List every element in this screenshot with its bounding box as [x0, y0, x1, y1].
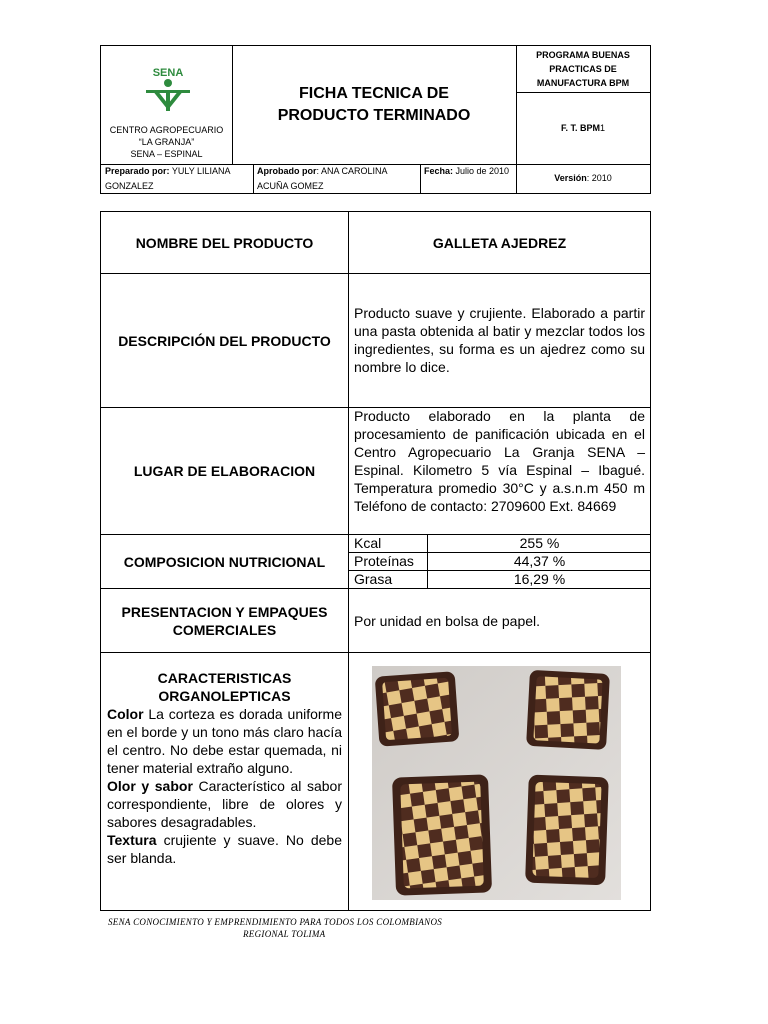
olor-label: Olor y sabor	[107, 778, 193, 794]
version: Versión : 2010	[554, 173, 612, 183]
nutrient-value: 16,29 %	[513, 571, 566, 587]
organoleptic-text	[101, 705, 348, 867]
ft-code: F. T. BPM 1	[560, 123, 606, 133]
nutrition-row	[349, 570, 650, 588]
document-title: FICHA TECNICA DE PRODUCTO TERMINADO	[277, 85, 471, 124]
product-photo	[372, 666, 621, 900]
header-table	[100, 45, 651, 194]
footer-slogan: SENA CONOCIMIENTO Y EMPRENDIMIENTO PARA TODOS LOS COLOMBIANOS	[108, 917, 443, 927]
product-table	[100, 211, 651, 911]
nutrition-label: COMPOSICION NUTRICIONAL	[123, 554, 326, 570]
nutrition-row	[349, 534, 650, 552]
organoleptic-title: CARACTERISTICAS ORGANOLEPTICAS	[157, 670, 292, 704]
prepared-by: Preparado por: YULY LILIANA GONZALEZ	[105, 166, 231, 191]
nutrient-value: 44,37 %	[513, 553, 566, 569]
nutrition-row	[349, 552, 650, 570]
approved-by: Aprobado por: ANA CAROLINA ACUÑA GOMEZ	[257, 166, 388, 191]
footer-region: REGIONAL TOLIMA	[243, 929, 326, 939]
logo-text: SENA	[152, 67, 184, 79]
organoleptic-block	[101, 669, 348, 867]
center-name: CENTRO AGROPECUARIO “LA GRANJA” SENA – ESPINAL	[109, 125, 224, 159]
sena-logo-icon	[138, 66, 198, 114]
product-name-label: NOMBRE DEL PRODUCTO	[135, 234, 314, 251]
nutrient-name: Grasa	[354, 571, 393, 587]
product-name-value: GALLETA AJEDREZ	[432, 234, 567, 251]
color-label: Color	[107, 706, 144, 722]
cookie	[375, 671, 460, 746]
cookie	[526, 670, 610, 750]
packaging-label: PRESENTACION Y EMPAQUES COMERCIALES	[121, 603, 328, 638]
textura-label: Textura	[107, 832, 157, 848]
color-text: La corteza es dorada uniforme en el borde y un tono más claro hacía el centro. No debe estar quemada, ni tener material extraño alguno.	[107, 706, 342, 776]
nutrient-name: Kcal	[354, 535, 382, 551]
textura-text: crujiente y suave. No debe ser blanda.	[107, 832, 342, 866]
description-value: Producto suave y crujiente. Elaborado a partir una pasta obtenida al batir y mezclar todos los ingredientes, su forma es un ajedrez como su nombre lo dice.	[354, 305, 645, 375]
nutrient-name: Proteínas	[354, 553, 414, 569]
cookie	[525, 775, 609, 886]
packaging-value: Por unidad en bolsa de papel.	[354, 612, 541, 629]
program-name: PROGRAMA BUENAS PRACTICAS DE MANUFACTURA BPM	[536, 50, 630, 88]
footer	[108, 916, 528, 940]
description-label: DESCRIPCIÓN DEL PRODUCTO	[118, 332, 331, 349]
place-value: Producto elaborado en la planta de procesamiento de panificación ubicada en el Centro Agropecuario La Granja SENA – Espinal. Kilometro 5 vía Espinal – Ibagué. Temperatura promedio 30°C y a.s.n.m 450 m Teléfono de contacto: 2709600 Ext. 84669	[354, 408, 645, 514]
olor-text: Característico al sabor correspondiente, libre de olores y sabores desagradables.	[107, 778, 342, 830]
date: Fecha: Julio de 2010	[424, 166, 510, 176]
cookie	[392, 774, 492, 895]
logo-block	[101, 46, 232, 164]
place-label: LUGAR DE ELABORACION	[133, 463, 316, 479]
nutrient-value: 255 %	[519, 535, 560, 551]
